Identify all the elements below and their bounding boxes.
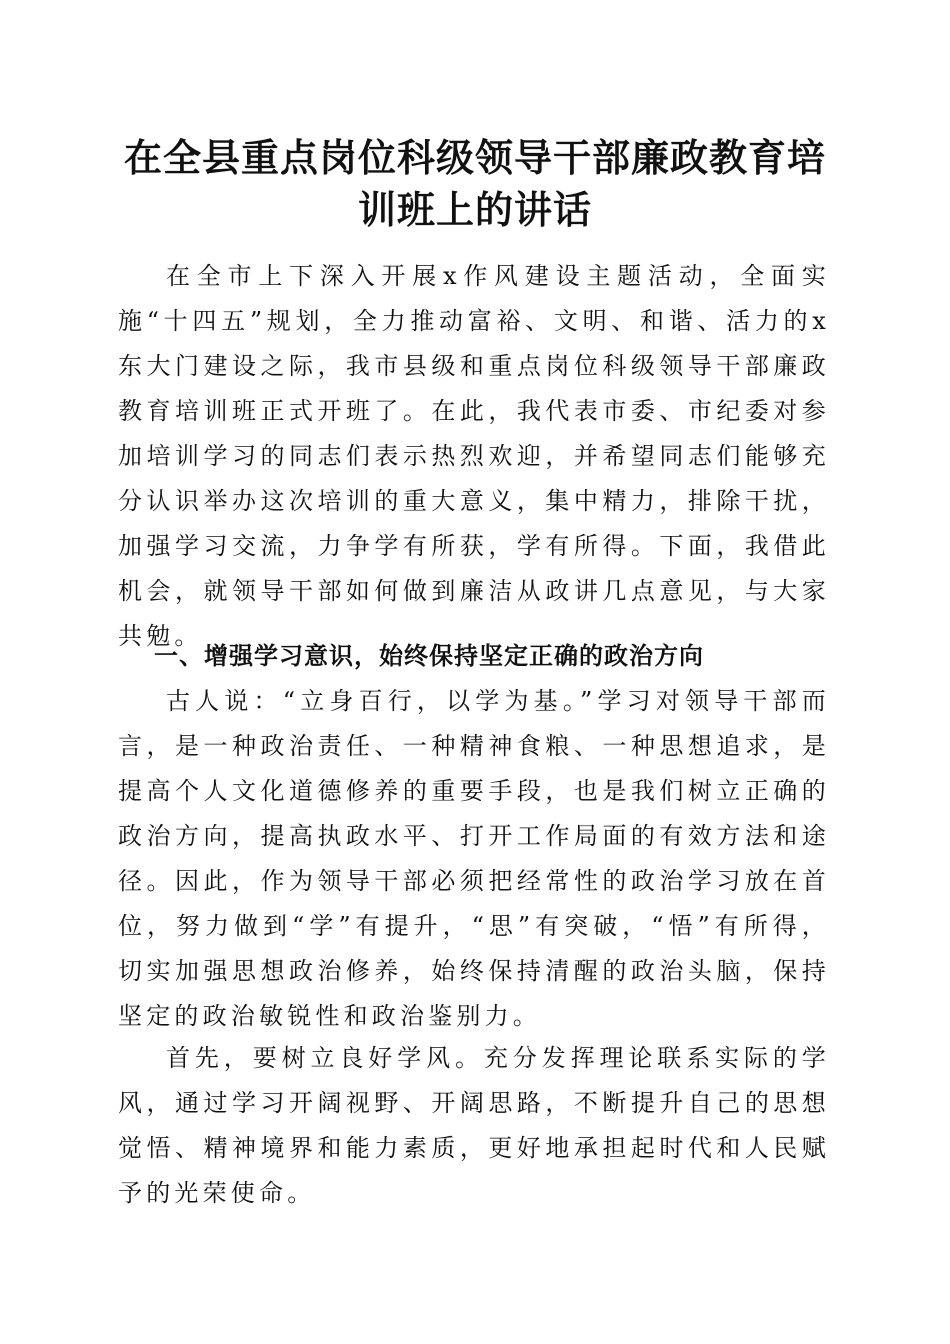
section-paragraph: 古人说：“立身百行，以学为基。”学习对领导干部而言，是一种政治责任、一种精神食粮、一种思想追求，是提高个人文化道德修养的重要手段，也是我们树立正确的政治方向，提高执政水平、打开工作局面的有效方法和途径。因此，作为领导干部必须把经常性的政治学习放在首位，努力做到“学”有提升，“思”有突破，“悟”有所得，切实加强思想政治修养，始终保持清醒的政治头脑，保持坚定的政治敏锐性和政治鉴别力。 (118, 687, 830, 1030)
section-heading: 一、增强学习意识，始终保持坚定正确的政治方向 (154, 642, 704, 670)
section-paragraph: 首先，要树立良好学风。充分发挥理论联系实际的学风，通过学习开阔视野、开阔思路，不断提升自己的思想觉悟、精神境界和能力素质，更好地承担起时代和人民赋予的光荣使命。 (118, 1044, 830, 1207)
document-title: 在全县重点岗位科级领导干部廉政教育培训班上的讲话 (123, 135, 826, 232)
intro-paragraph: 在全市上下深入开展x作风建设主题活动，全面实施“十四五”规划，全力推动富裕、文明、和谐、活力的x东大门建设之际，我市县级和重点岗位科级领导干部廉政教育培训班正式开班了。在此，我代表市委、市纪委对参加培训学习的同志们表示热烈欢迎，并希望同志们能够充分认识举办这次培训的重大意义，集中精力，排除干扰，加强学习交流，力争学有所获，学有所得。下面，我借此机会，就领导干部如何做到廉洁从政讲几点意见，与大家共勉。 (118, 262, 830, 650)
